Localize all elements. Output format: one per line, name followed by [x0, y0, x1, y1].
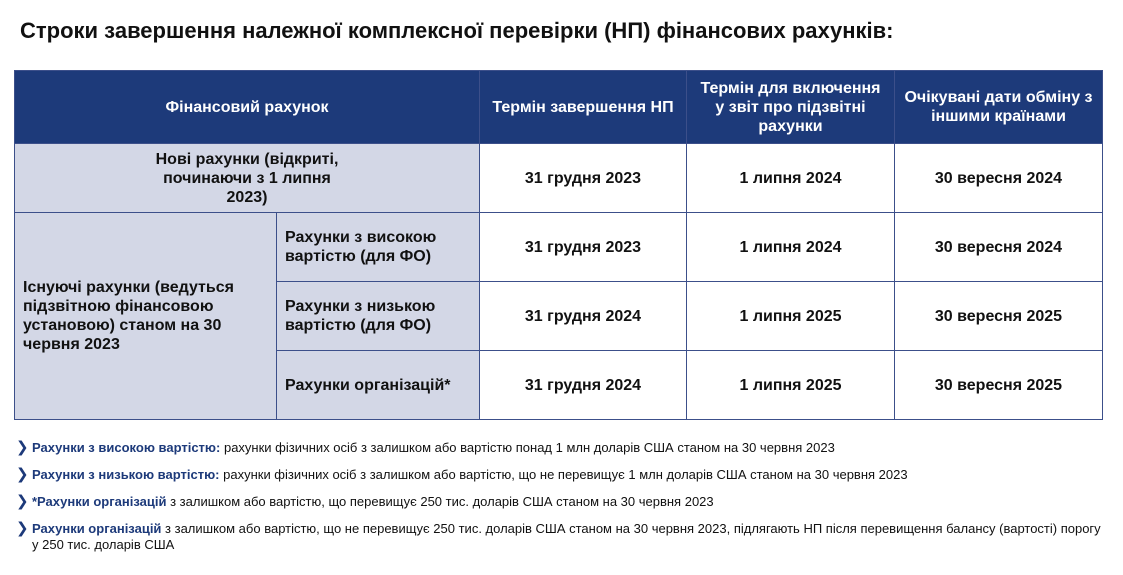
sub-account-label: Рахунки організацій* [277, 351, 480, 420]
table-row [15, 144, 1103, 213]
due-diligence-table [14, 70, 1103, 420]
new-exchange: 30 вересня 2024 [895, 144, 1103, 213]
note-text: з залишком або вартістю, що перевищує 250 тис. доларів США станом на 30 червня 2023 [166, 494, 714, 509]
completion-cell: 31 грудня 2024 [480, 351, 687, 420]
note-item [16, 521, 1106, 553]
note-term: Рахунки організацій [32, 521, 162, 536]
new-accounts-label [15, 144, 480, 213]
new-inclusion: 1 липня 2024 [687, 144, 895, 213]
note-text: з залишком або вартістю, що не перевищує 250 тис. доларів США станом на 30 червня 2023, підлягають НП після перевищення балансу (вартості) порогу у 250 тис. доларів США [32, 521, 1101, 552]
header-inclusion: Термін для включення у звіт про підзвітні рахунки [687, 71, 895, 144]
inclusion-cell: 1 липня 2024 [687, 213, 895, 282]
note-term: Рахунки з низькою вартістю: [32, 467, 220, 482]
completion-cell: 31 грудня 2024 [480, 282, 687, 351]
note-text: рахунки фізичних осіб з залишком або вартістю понад 1 млн доларів США станом на 30 червня 2023 [220, 440, 835, 455]
header-account: Фінансовий рахунок [15, 71, 480, 144]
note-text: рахунки фізичних осіб з залишком або вартістю, що не перевищує 1 млн доларів США станом на 30 червня 2023 [219, 467, 908, 482]
completion-cell: 31 грудня 2023 [480, 213, 687, 282]
chevron-right-icon: ❯ [16, 520, 29, 537]
chevron-right-icon: ❯ [16, 439, 29, 456]
notes-list [16, 440, 1106, 564]
inclusion-cell: 1 липня 2025 [687, 351, 895, 420]
note-item [16, 440, 1106, 456]
table-row [15, 213, 1103, 282]
header-exchange: Очікувані дати обміну з іншими країнами [895, 71, 1103, 144]
page-title: Строки завершення належної комплексної перевірки (НП) фінансових рахунків: [20, 18, 894, 43]
note-item [16, 494, 1106, 510]
header-completion: Термін завершення НП [480, 71, 687, 144]
sub-account-label: Рахунки з високою вартістю (для ФО) [277, 213, 480, 282]
sub-account-label: Рахунки з низькою вартістю (для ФО) [277, 282, 480, 351]
chevron-right-icon: ❯ [16, 466, 29, 483]
table-header-row [15, 71, 1103, 144]
exchange-cell: 30 вересня 2025 [895, 351, 1103, 420]
new-accounts-text: Нові рахунки (відкриті, починаючи з 1 липня 2023) [155, 150, 339, 206]
note-item [16, 467, 1106, 483]
inclusion-cell: 1 липня 2025 [687, 282, 895, 351]
existing-accounts-label: Існуючі рахунки (ведуться підзвітною фінансовою установою) станом на 30 червня 2023 [15, 213, 277, 420]
new-completion: 31 грудня 2023 [480, 144, 687, 213]
exchange-cell: 30 вересня 2024 [895, 213, 1103, 282]
exchange-cell: 30 вересня 2025 [895, 282, 1103, 351]
note-term: Рахунки з високою вартістю: [32, 440, 221, 455]
note-term: *Рахунки організацій [32, 494, 167, 509]
chevron-right-icon: ❯ [16, 493, 29, 510]
